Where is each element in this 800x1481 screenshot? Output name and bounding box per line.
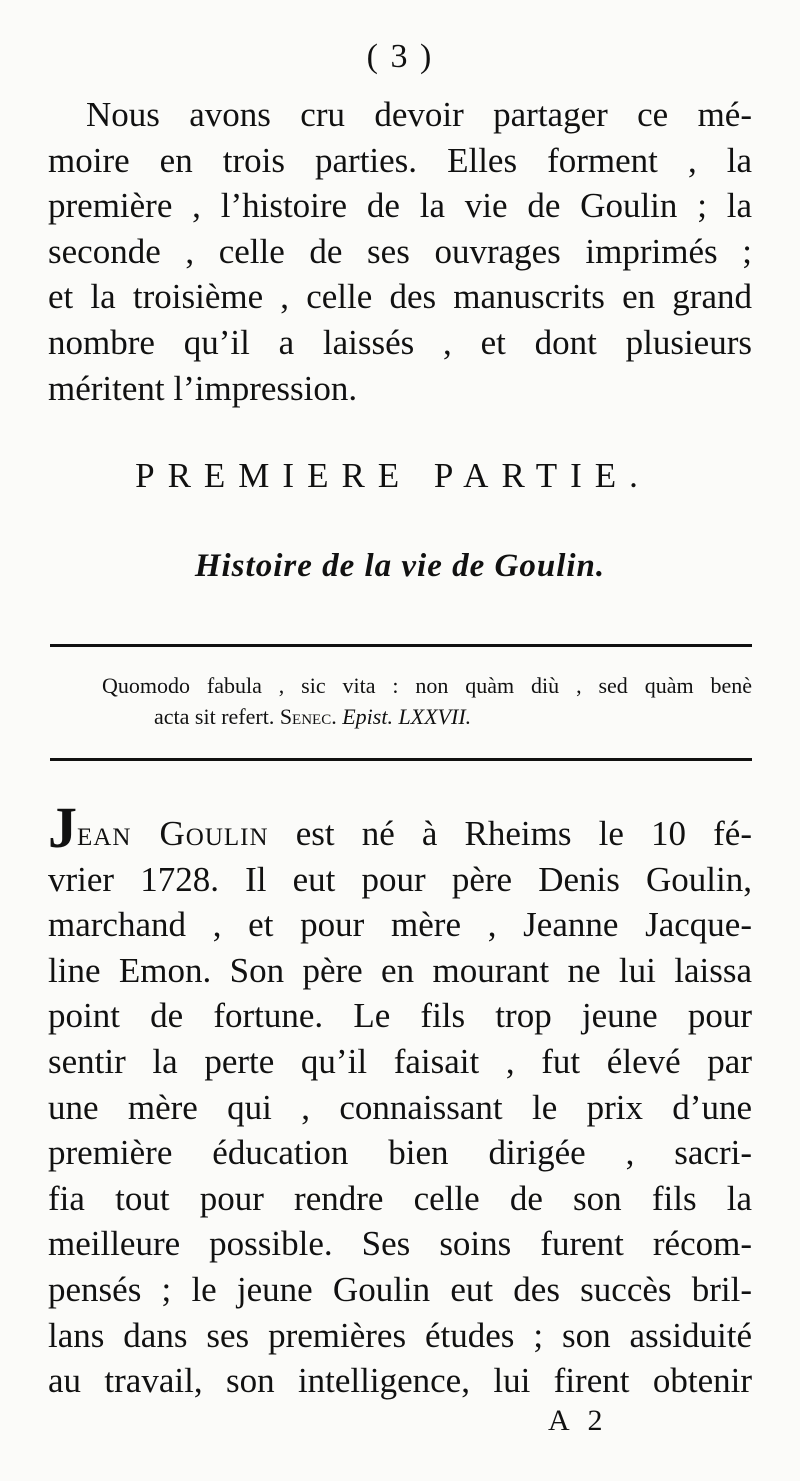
body-line: première éducation bien dirigée , sacri- — [48, 1133, 752, 1173]
section-heading: PREMIERE PARTIE. — [135, 456, 651, 495]
intro-line: Nous avons cru devoir partager ce mé- — [86, 95, 752, 134]
subject-name: ean Goulin — [77, 814, 269, 853]
intro-line: et la troisième , celle des manuscrits en grand — [48, 277, 752, 317]
intro-line: seconde , celle de ses ouvrages imprimés ; — [48, 231, 752, 271]
body-line: lans dans ses premières études ; son assiduité — [48, 1315, 752, 1355]
intro-line: première , l’histoire de la vie de Goulin ; la — [48, 186, 752, 226]
intro-paragraph — [48, 92, 752, 411]
body-first-line — [48, 795, 752, 860]
page-number: ( 3 ) — [366, 38, 434, 75]
body-line: pensés ; le jeune Goulin eut des succès bril- — [48, 1269, 752, 1309]
epigraph-line — [102, 701, 752, 732]
signature-mark: A 2 — [548, 1404, 609, 1437]
epigraph-text: acta sit refert. — [154, 704, 275, 729]
body-line: vrier 1728. Il eut pour père Denis Goulin, — [48, 859, 752, 899]
body-line: une mère qui , connaissant le prix d’une — [48, 1087, 752, 1127]
epigraph-reference: Epist. LXXVII. — [342, 704, 472, 729]
body-line: point de fortune. Le fils trop jeune pour — [48, 996, 752, 1036]
body-line: sentir la perte qu’il faisait , fut élevé par — [48, 1041, 752, 1081]
body-line: au travail, son intelligence, lui firent obtenir — [48, 1361, 752, 1401]
drop-cap: J — [48, 795, 77, 860]
epigraph — [102, 670, 752, 732]
body-line: fia tout pour rendre celle de son fils la — [48, 1178, 752, 1218]
body-line: meilleure possible. Ses soins furent récom- — [48, 1224, 752, 1264]
section-subtitle: Histoire de la vie de Goulin. — [194, 548, 606, 584]
epigraph-line: Quomodo fabula , sic vita : non quàm diù , sed quàm benè — [102, 673, 752, 698]
body-line: line Emon. Son père en mourant ne lui laissa — [48, 950, 752, 990]
epigraph-author: Senec. — [279, 704, 337, 729]
body-line: marchand , et pour mère , Jeanne Jacque- — [48, 905, 752, 945]
top-rule — [50, 644, 752, 647]
intro-line: méritent l’impression. — [48, 368, 358, 408]
intro-line: moire en trois parties. Elles forment , la — [48, 140, 752, 180]
body-paragraph — [48, 795, 752, 1404]
intro-line: nombre qu’il a laissés , et dont plusieurs — [48, 322, 752, 362]
bottom-rule — [50, 758, 752, 761]
body-line-rest: est né à Rheims le 10 fé- — [295, 814, 752, 853]
